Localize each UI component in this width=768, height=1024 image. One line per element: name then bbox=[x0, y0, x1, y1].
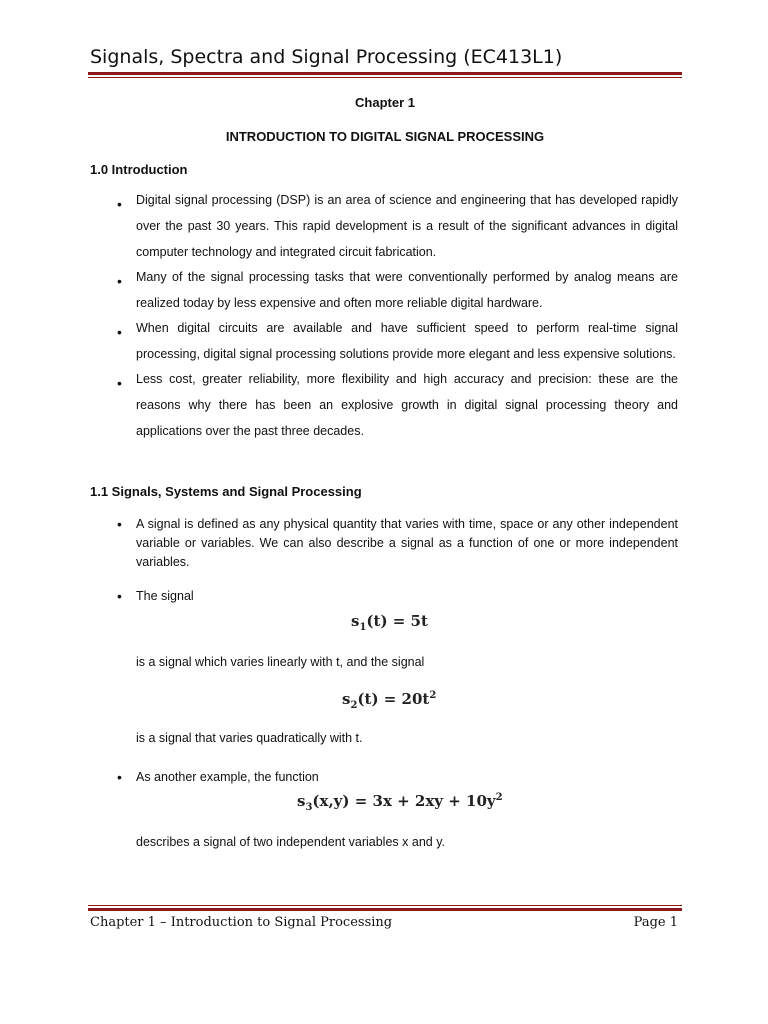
section-heading-introduction: 1.0 Introduction bbox=[90, 162, 188, 177]
chapter-label: Chapter 1 bbox=[355, 95, 415, 110]
equation-s2: $s_2(t) = 20t^2$ bbox=[342, 690, 437, 711]
bullet-marker: • bbox=[117, 375, 122, 391]
function-example-lead: As another example, the function bbox=[136, 770, 319, 784]
bullet-marker: • bbox=[117, 273, 122, 289]
header-rule-thin bbox=[88, 77, 682, 78]
document-header-title: Signals, Spectra and Signal Processing (EC413L1) bbox=[90, 46, 563, 68]
header-rule-thick bbox=[88, 72, 682, 75]
bullet-marker: • bbox=[117, 324, 122, 340]
text-after-eq1: is a signal which varies linearly with t, and the signal bbox=[136, 655, 425, 669]
text-after-eq2: is a signal that varies quadratically with t. bbox=[136, 731, 363, 745]
intro-bullet-3: When digital circuits are available and have sufficient speed to perform real-time signal processing, digital signal processing solutions provide more elegant and less expensive solutions. bbox=[136, 321, 678, 361]
footer-rule-thin bbox=[88, 905, 682, 906]
footer-chapter-title: Chapter 1 – Introduction to Signal Processing bbox=[90, 915, 393, 930]
equation-s3: $s_3(x,y) = 3x + 2xy + 10y^2$ bbox=[297, 792, 503, 813]
signal-example-lead: The signal bbox=[136, 589, 194, 603]
signal-definition-bullet: A signal is defined as any physical quantity that varies with time, space or any other independent variable or variables. We can also describe a signal as a function of one or more independent variables. bbox=[136, 517, 678, 569]
text-after-eq3: describes a signal of two independent variables x and y. bbox=[136, 835, 445, 849]
bullet-marker: • bbox=[117, 196, 122, 212]
intro-bullet-4: Less cost, greater reliability, more flexibility and high accuracy and precision: these are the reasons why there has been an explosive growth in digital signal processing theory and applications over the past three decades. bbox=[136, 372, 678, 438]
equation-s1: $s_1(t) = 5t$ bbox=[351, 612, 428, 633]
intro-bullet-2: Many of the signal processing tasks that were conventionally performed by analog means are realized today by less expensive and often more reliable digital hardware. bbox=[136, 270, 678, 310]
footer-page-number: Page 1 bbox=[633, 915, 678, 930]
bullet-marker: • bbox=[117, 588, 122, 604]
section-heading-signals-systems: 1.1 Signals, Systems and Signal Processing bbox=[90, 484, 362, 499]
chapter-title: INTRODUCTION TO DIGITAL SIGNAL PROCESSING bbox=[225, 129, 545, 144]
intro-bullet-1: Digital signal processing (DSP) is an area of science and engineering that has developed rapidly over the past 30 years. This rapid development is a result of the significant advances in digital computer technology and integrated circuit fabrication. bbox=[136, 193, 678, 259]
bullet-marker: • bbox=[117, 769, 122, 785]
bullet-marker: • bbox=[117, 516, 122, 532]
footer-rule-thick bbox=[88, 908, 682, 911]
